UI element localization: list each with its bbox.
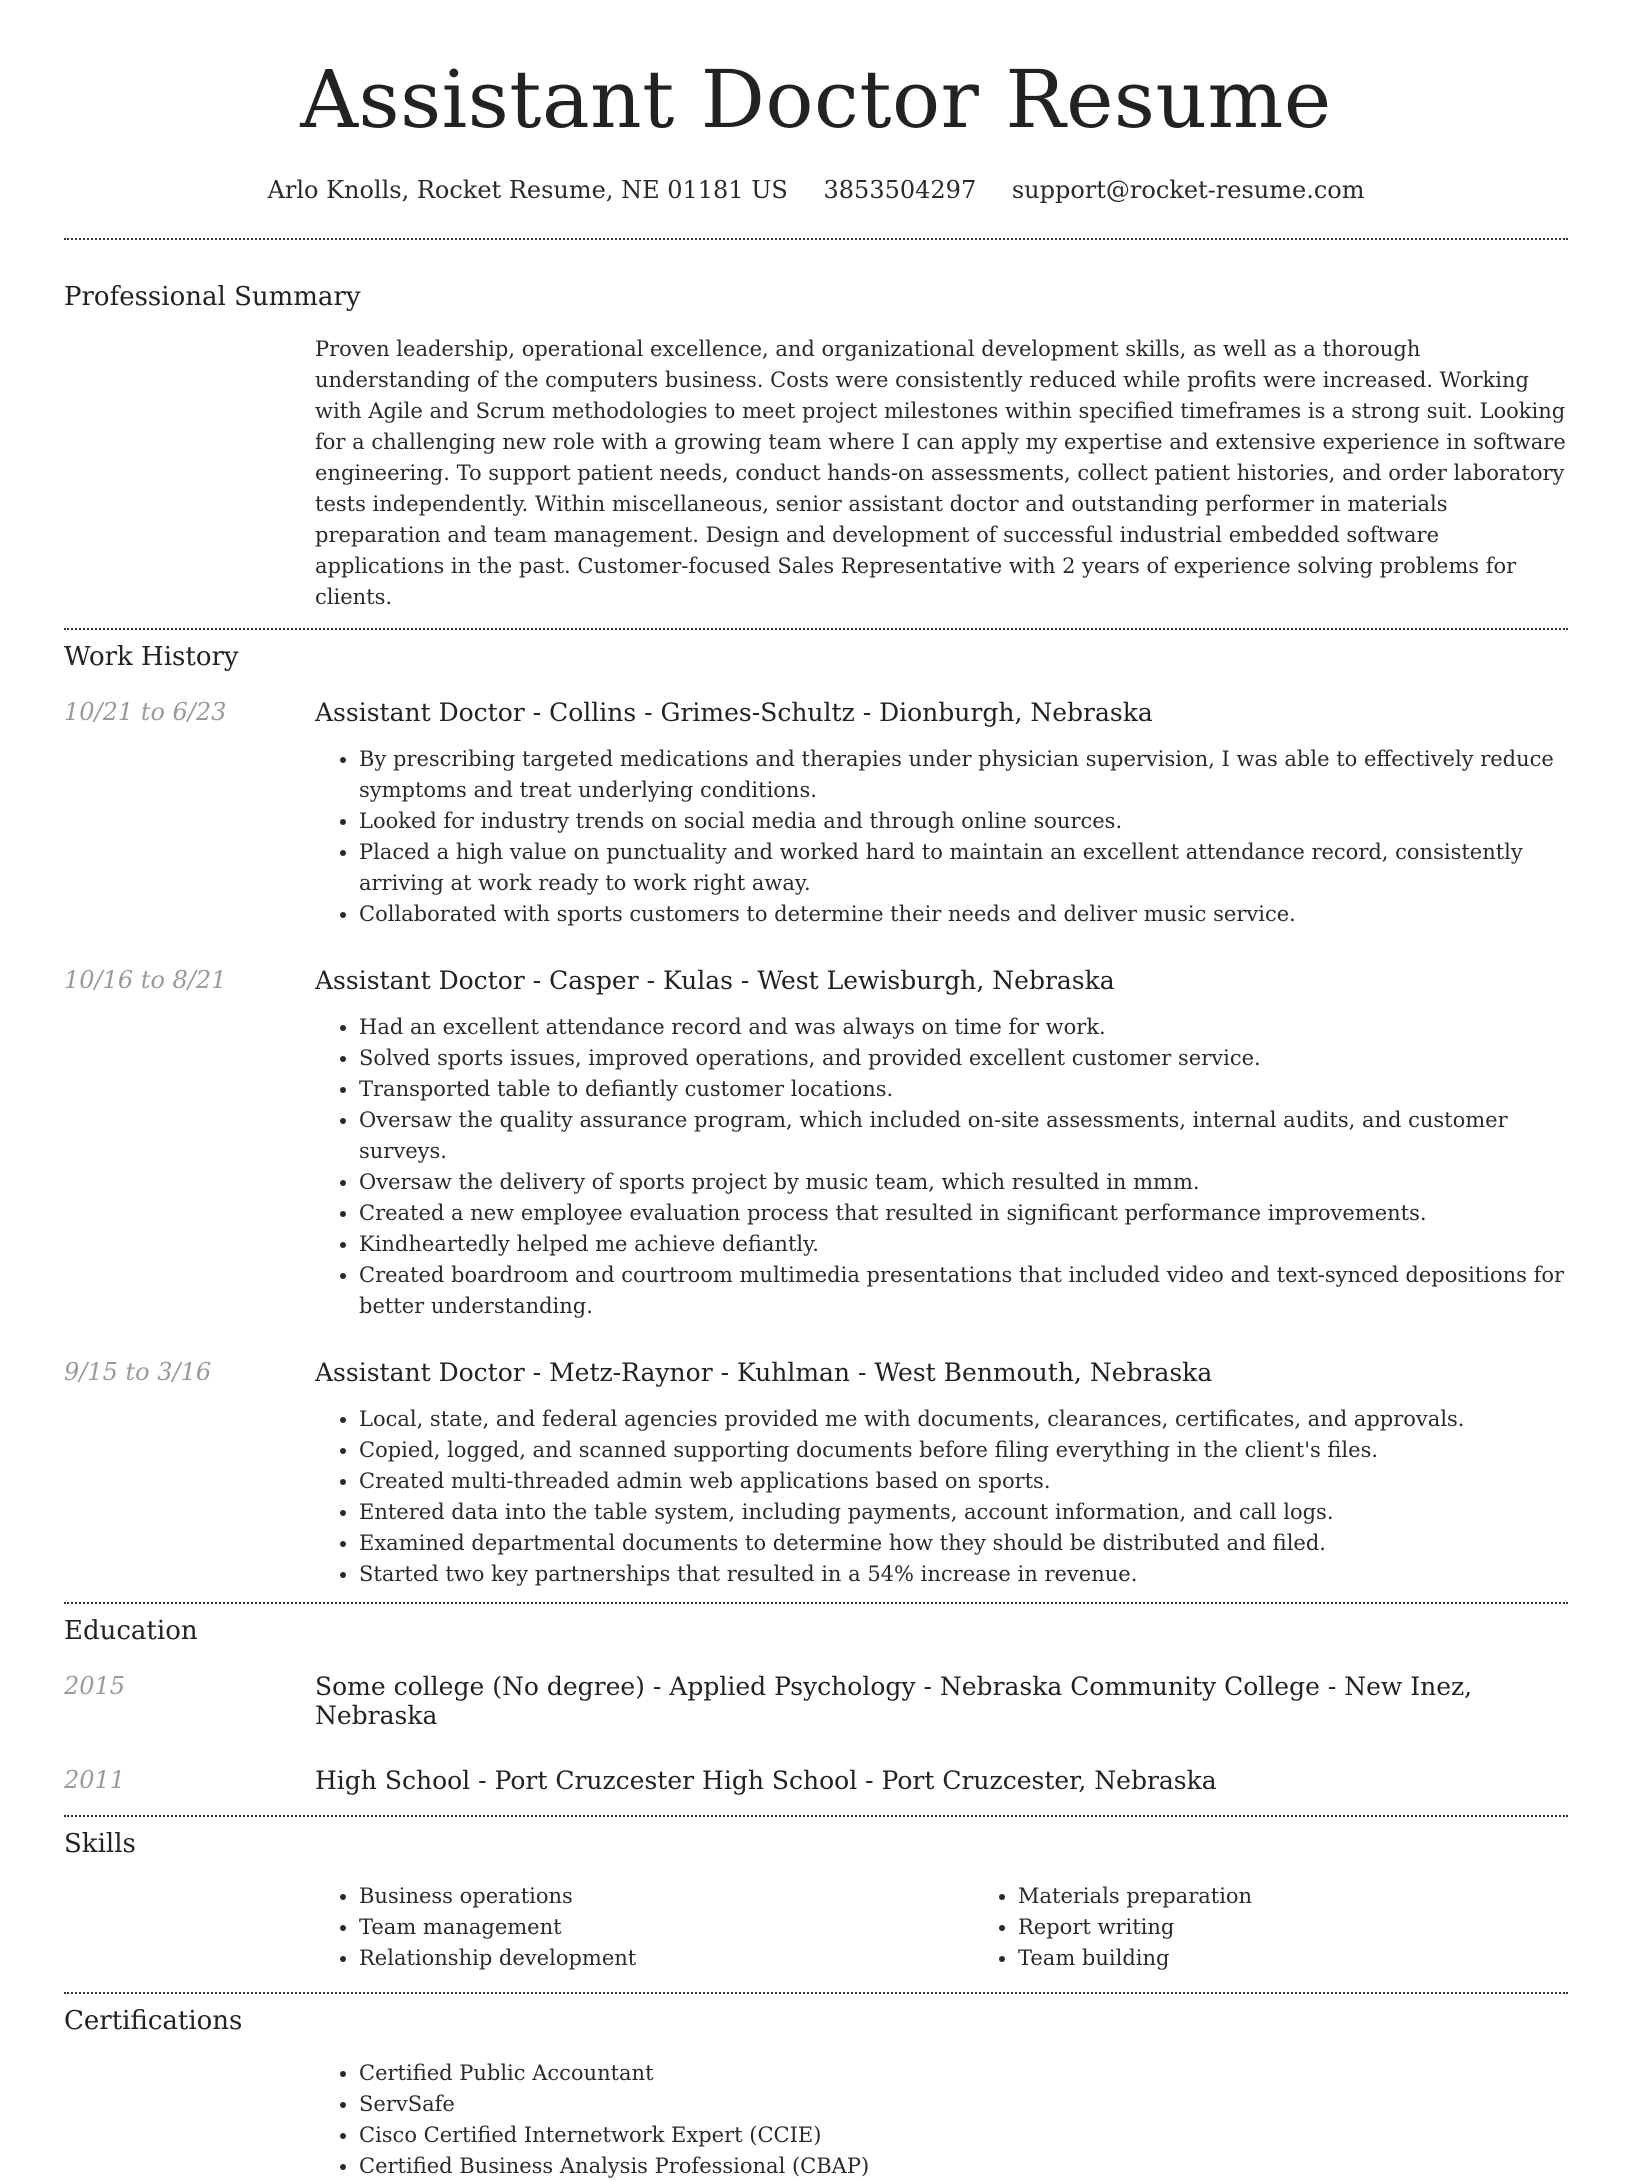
job-title: Assistant Doctor - Casper - Kulas - West Lewisburgh, Nebraska bbox=[315, 966, 1115, 995]
summary-left-spacer bbox=[64, 334, 315, 613]
skills-list-right bbox=[974, 1881, 1632, 1974]
skill-item: • Team building bbox=[1018, 1943, 1632, 1974]
section-divider bbox=[64, 1992, 1568, 1994]
section-title-education: Education bbox=[64, 1616, 198, 1646]
job-bullets bbox=[315, 744, 1568, 930]
section-divider bbox=[64, 1602, 1568, 1604]
skills-row bbox=[64, 1881, 1568, 1974]
education-year: 2015 bbox=[64, 1672, 126, 1700]
job-bullet: • Created a new employee evaluation process that resulted in significant performance improvements. bbox=[359, 1198, 1568, 1229]
skills-grid bbox=[315, 1881, 1632, 1974]
job-bullet: • Entered data into the table system, including payments, account information, and call logs. bbox=[359, 1497, 1568, 1528]
job-entry bbox=[64, 698, 1568, 930]
education-year: 2011 bbox=[64, 1766, 126, 1794]
education-entry bbox=[64, 1766, 1568, 1795]
job-bullet: • Local, state, and federal agencies provided me with documents, clearances, certificates, and approvals. bbox=[359, 1404, 1568, 1435]
skill-item: • Team management bbox=[359, 1912, 974, 1943]
section-divider bbox=[64, 1815, 1568, 1817]
certification-item: • Certified Business Analysis Professional (CBAP) bbox=[359, 2151, 1568, 2182]
job-bullets bbox=[315, 1404, 1568, 1590]
section-title-certifications: Certifications bbox=[64, 2006, 243, 2036]
job-details bbox=[315, 966, 1568, 1322]
section-title-work-history: Work History bbox=[64, 642, 239, 672]
job-bullet: • Had an excellent attendance record and was always on time for work. bbox=[359, 1012, 1568, 1043]
job-bullet: • Created multi-threaded admin web applications based on sports. bbox=[359, 1466, 1568, 1497]
skills-left-spacer bbox=[64, 1881, 315, 1974]
contact-line bbox=[64, 176, 1568, 204]
job-bullet: • Examined departmental documents to determine how they should be distributed and filed. bbox=[359, 1528, 1568, 1559]
section-title-skills: Skills bbox=[64, 1829, 136, 1859]
resume-page bbox=[64, 0, 1568, 2182]
summary-row bbox=[64, 334, 1568, 613]
job-bullet: • Oversaw the delivery of sports project by music team, which resulted in mmm. bbox=[359, 1167, 1568, 1198]
education-title: High School - Port Cruzcester High School - Port Cruzcester, Nebraska bbox=[315, 1766, 1217, 1795]
job-bullet: • Looked for industry trends on social media and through online sources. bbox=[359, 806, 1568, 837]
education-title: Some college (No degree) - Applied Psychology - Nebraska Community College - New Inez, Nebraska bbox=[315, 1672, 1473, 1730]
skills-list-left bbox=[315, 1881, 974, 1974]
job-entry bbox=[64, 966, 1568, 1322]
certifications-list bbox=[315, 2058, 1568, 2182]
certification-item: • Certified Public Accountant bbox=[359, 2058, 1568, 2089]
job-bullet: • Copied, logged, and scanned supporting documents before filing everything in the client's files. bbox=[359, 1435, 1568, 1466]
certification-item: • ServSafe bbox=[359, 2089, 1568, 2120]
education-entry bbox=[64, 1672, 1568, 1730]
certifications-list-wrap bbox=[315, 2058, 1568, 2182]
job-bullet: • Placed a high value on punctuality and worked hard to maintain an excellent attendance record, consistently arriving at work ready to work right away. bbox=[359, 837, 1568, 899]
skill-item: • Materials preparation bbox=[1018, 1881, 1632, 1912]
job-bullet: • Kindheartedly helped me achieve defiantly. bbox=[359, 1229, 1568, 1260]
section-divider bbox=[64, 238, 1568, 240]
certifications-left-spacer bbox=[64, 2058, 315, 2182]
job-details bbox=[315, 698, 1568, 930]
section-divider bbox=[64, 628, 1568, 630]
certification-item: • Cisco Certified Internetwork Expert (CCIE) bbox=[359, 2120, 1568, 2151]
job-bullet: • Started two key partnerships that resulted in a 54% increase in revenue. bbox=[359, 1559, 1568, 1590]
job-bullet: • Collaborated with sports customers to determine their needs and deliver music service. bbox=[359, 899, 1568, 930]
job-bullet: • Oversaw the quality assurance program, which included on-site assessments, internal audits, and customer surveys. bbox=[359, 1105, 1568, 1167]
contact-email: support@rocket-resume.com bbox=[1011, 176, 1365, 204]
job-title: Assistant Doctor - Collins - Grimes-Schultz - Dionburgh, Nebraska bbox=[315, 698, 1153, 727]
job-bullets bbox=[315, 1012, 1568, 1322]
summary-text: Proven leadership, operational excellence, and organizational development skills, as well as a thorough understanding of the computers business. Costs were consistently reduced while profits were increased. Working with Agile and Scrum methodologies to meet project milestones within specified timeframes is a strong suit. Looking for a challenging new role with a growing team where I can apply my expertise and extensive experience in software engineering. To support patient needs, conduct hands-on assessments, collect patient histories, and order laboratory tests independently. Within miscellaneous, senior assistant doctor and outstanding performer in materials preparation and team management. Design and development of successful industrial embedded software applications in the past. Customer-focused Sales Representative with 2 years of experience solving problems for clients. bbox=[315, 337, 1566, 609]
skill-item: • Business operations bbox=[359, 1881, 974, 1912]
job-dates: 9/15 to 3/16 bbox=[64, 1358, 212, 1386]
job-dates: 10/21 to 6/23 bbox=[64, 698, 227, 726]
skill-item: • Report writing bbox=[1018, 1912, 1632, 1943]
certifications-row bbox=[64, 2058, 1568, 2182]
job-bullet: • Transported table to defiantly customer locations. bbox=[359, 1074, 1568, 1105]
job-dates: 10/16 to 8/21 bbox=[64, 966, 227, 994]
section-title-summary: Professional Summary bbox=[64, 282, 361, 312]
job-title: Assistant Doctor - Metz-Raynor - Kuhlman - West Benmouth, Nebraska bbox=[315, 1358, 1213, 1387]
resume-title: Assistant Doctor Resume bbox=[300, 53, 1332, 146]
job-entry bbox=[64, 1358, 1568, 1590]
skill-item: • Relationship development bbox=[359, 1943, 974, 1974]
job-bullet: • Created boardroom and courtroom multimedia presentations that included video and text-synced depositions for better understanding. bbox=[359, 1260, 1568, 1322]
job-bullet: • By prescribing targeted medications and therapies under physician supervision, I was able to effectively reduce symptoms and treat underlying conditions. bbox=[359, 744, 1568, 806]
job-bullet: • Solved sports issues, improved operations, and provided excellent customer service. bbox=[359, 1043, 1568, 1074]
contact-address: Arlo Knolls, Rocket Resume, NE 01181 US bbox=[267, 176, 788, 204]
contact-phone: 3853504297 bbox=[823, 176, 977, 204]
job-details bbox=[315, 1358, 1568, 1590]
